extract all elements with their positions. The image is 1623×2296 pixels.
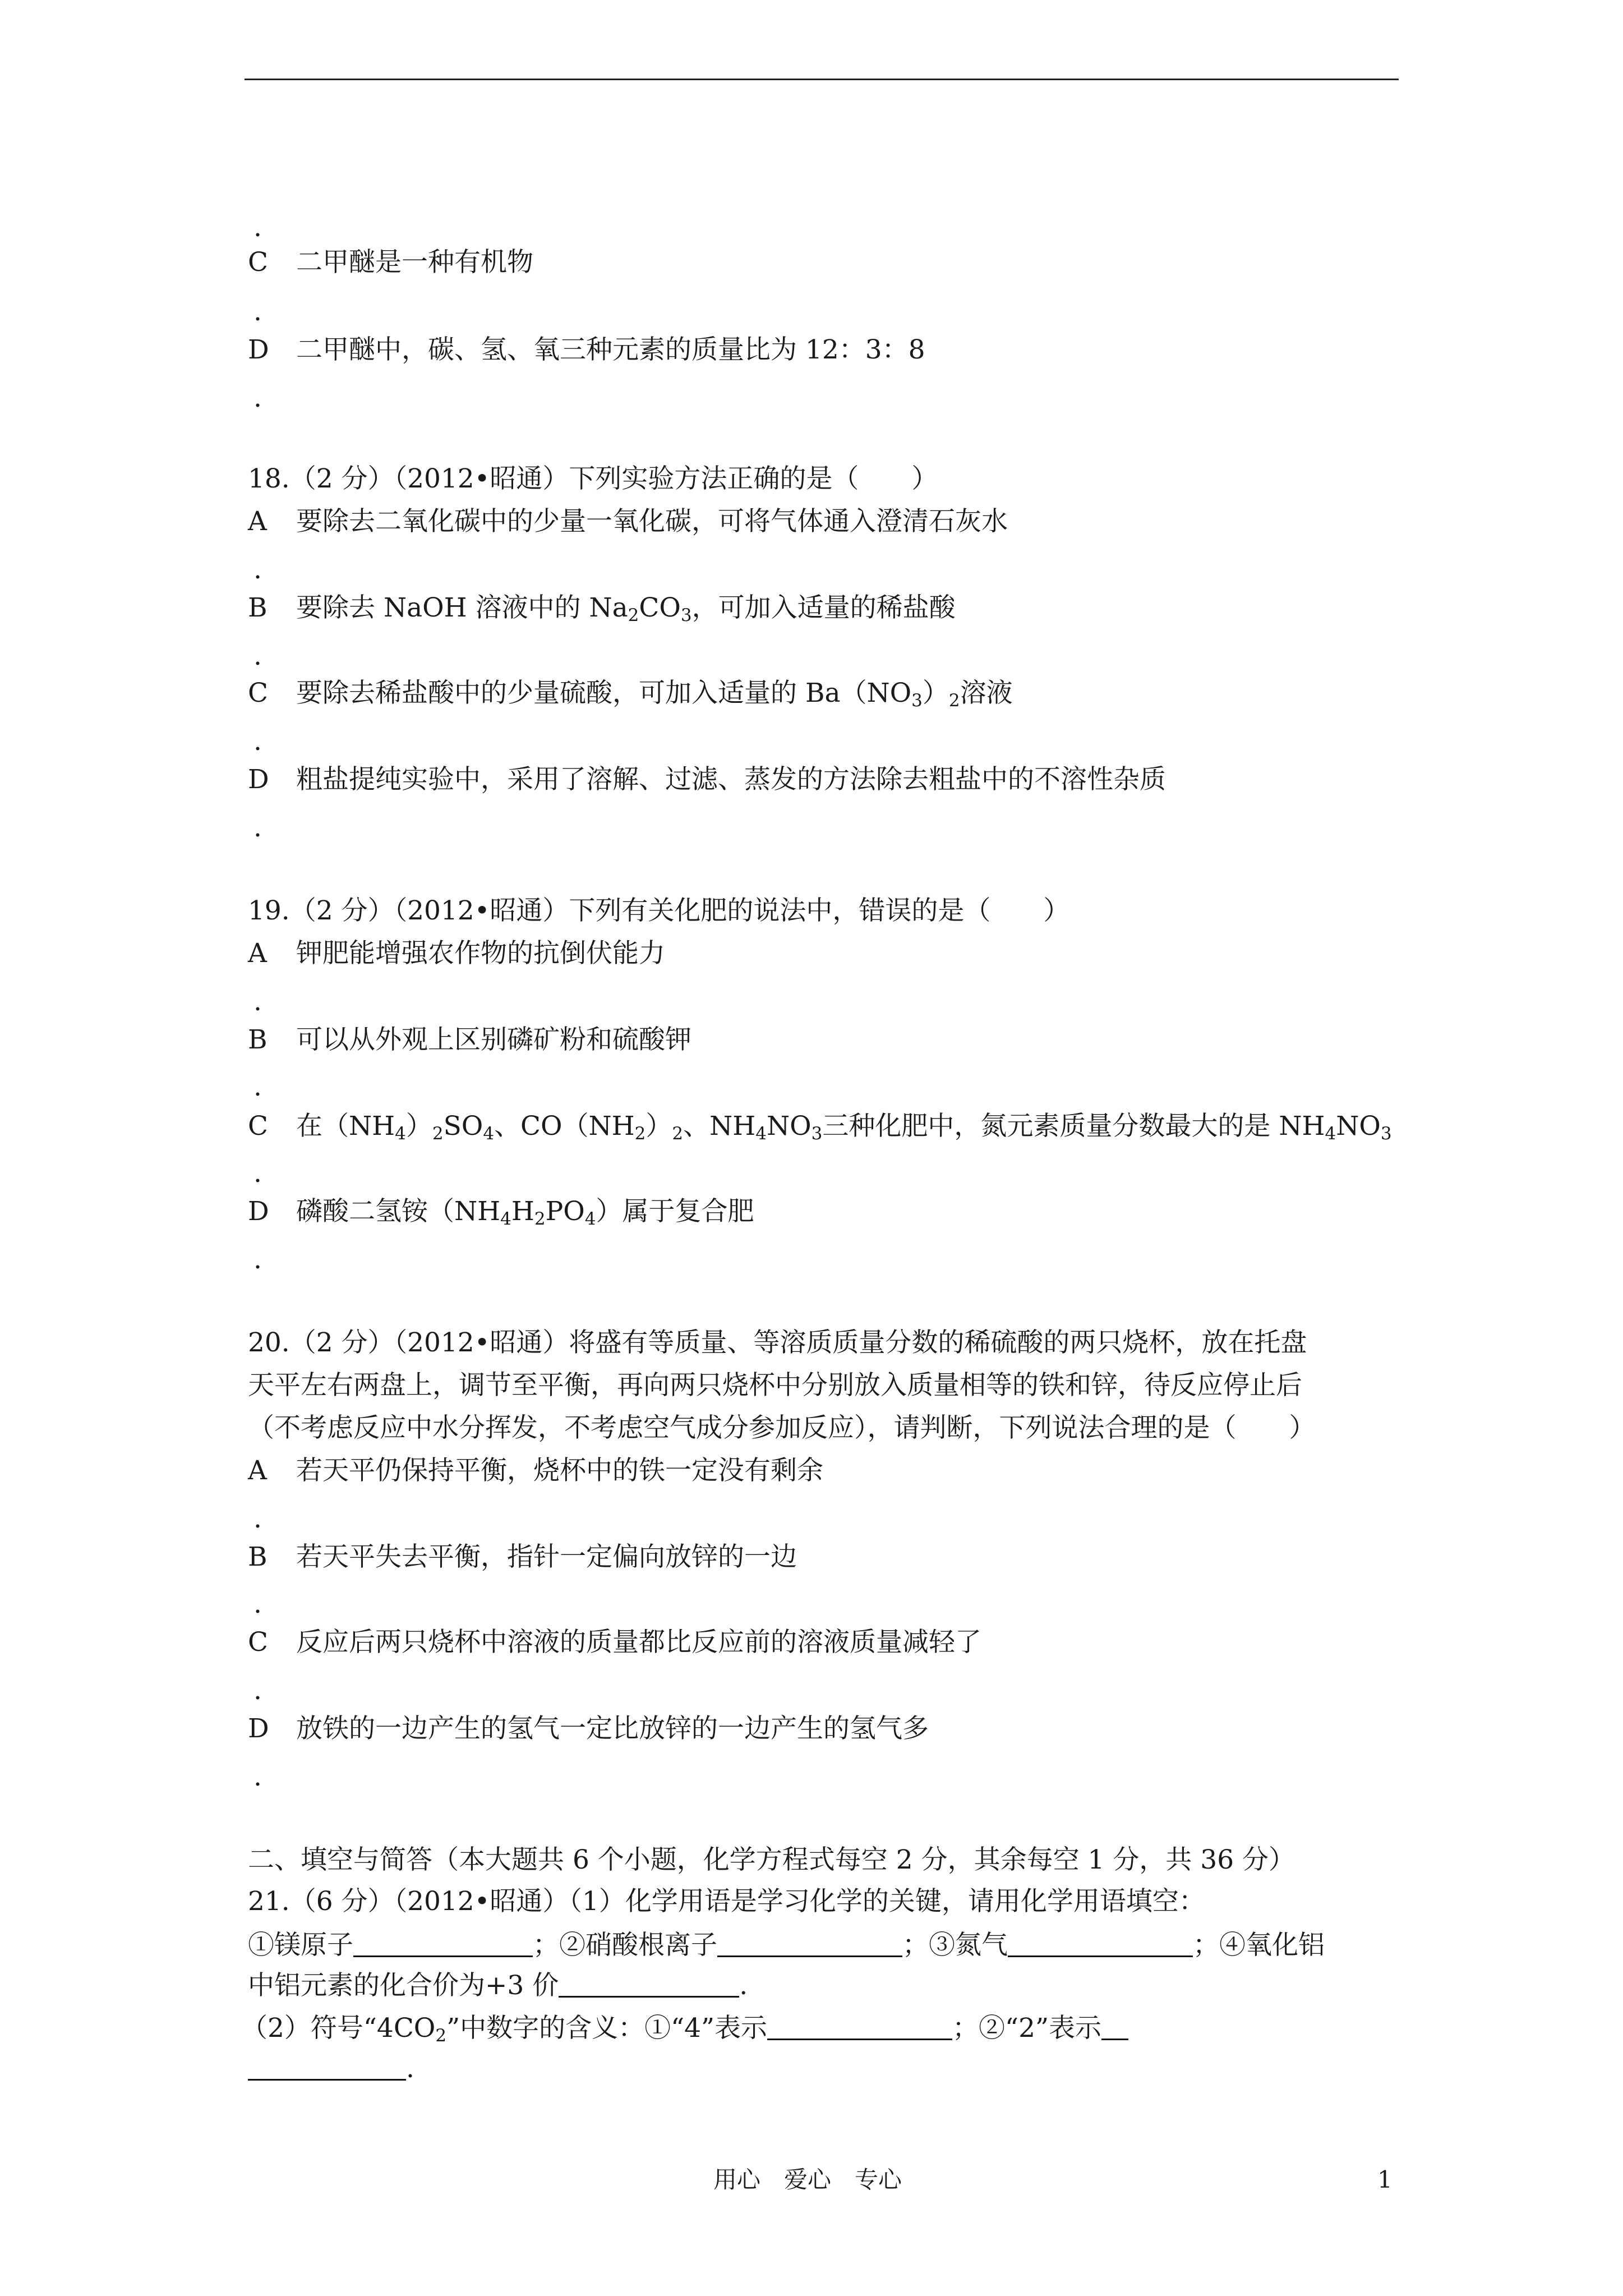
option-text: 要除去稀盐酸中的少量硫酸，可加入适量的 Ba（NO xyxy=(296,678,912,708)
q21-text: ；④氧化铝 xyxy=(1193,1930,1325,1961)
option-text: 放铁的一边产生的氢气一定比放锌的一边产生的氢气多 xyxy=(296,1713,929,1744)
answer-blank[interactable] xyxy=(767,2016,952,2040)
option-text: 二甲醚中，碳、氢、氧三种元素的质量比为 12：3：8 xyxy=(296,334,925,365)
q20-option-c xyxy=(248,1625,981,1660)
option-letter: D xyxy=(248,764,269,795)
subscript: 2 xyxy=(628,605,639,625)
answer-blank[interactable] xyxy=(559,1973,739,1998)
option-letter: B xyxy=(248,1542,268,1572)
option-dot: . xyxy=(253,1158,262,1189)
option-text: 若天平仍保持平衡，烧杯中的铁一定没有剩余 xyxy=(296,1455,823,1486)
q18-stem: 18.（2 分）（2012•昭通）下列实验方法正确的是（ ） xyxy=(248,463,938,494)
option-text: NO xyxy=(1336,1111,1381,1142)
option-letter: B xyxy=(248,1024,268,1055)
option-letter: C xyxy=(248,247,268,278)
option-text: 、CO（NH xyxy=(494,1111,635,1142)
answer-blank[interactable] xyxy=(1101,2016,1128,2040)
option-letter: A xyxy=(248,1455,267,1486)
option-text: 若天平失去平衡，指针一定偏向放锌的一边 xyxy=(296,1542,797,1572)
option-text: 二甲醚是一种有机物 xyxy=(296,247,533,278)
option-text: ） xyxy=(645,1111,672,1142)
option-dot: . xyxy=(253,296,262,327)
subscript: 4 xyxy=(395,1124,406,1144)
option-dot: . xyxy=(253,1503,262,1534)
option-text: ）属于复合肥 xyxy=(596,1196,754,1227)
q21-line xyxy=(248,2051,414,2087)
subscript: 4 xyxy=(500,1209,511,1229)
q20-stem-line: （不考虑反应中水分挥发，不考虑空气成分参加反应），请判断，下列说法合理的是（ ） xyxy=(248,1412,1316,1443)
q19-option-a xyxy=(248,936,665,972)
option-text: 三种化肥中，氮元素质量分数最大的是 NH xyxy=(822,1111,1325,1142)
option-letter: C xyxy=(248,678,268,708)
q18-option-b xyxy=(248,590,956,626)
subscript: 4 xyxy=(483,1124,495,1144)
option-dot: . xyxy=(253,1589,262,1619)
q21-text: ”中数字的含义：①“4”表示 xyxy=(446,2013,768,2044)
q18-option-d xyxy=(248,762,1166,798)
q21-line xyxy=(248,1968,748,2004)
q21-text: 中铝元素的化合价为+3 价 xyxy=(248,1970,559,2001)
subscript: 4 xyxy=(584,1209,596,1229)
subscript: 3 xyxy=(811,1124,823,1144)
option-dot: . xyxy=(253,641,262,671)
q19-stem: 19.（2 分）（2012•昭通）下列有关化肥的说法中，错误的是（ ） xyxy=(248,895,1070,926)
q18-option-a xyxy=(248,504,1008,540)
subscript: 4 xyxy=(755,1124,767,1144)
q21-line xyxy=(248,1927,1325,1963)
subscript: 3 xyxy=(680,605,692,625)
option-dot: . xyxy=(253,1675,262,1706)
option-text: 粗盐提纯实验中，采用了溶解、过滤、蒸发的方法除去粗盐中的不溶性杂质 xyxy=(296,764,1166,795)
q21-text: . xyxy=(739,1970,748,2001)
footer-text: 用心 爱心 专心 xyxy=(713,2166,902,2193)
page-number: 1 xyxy=(1377,2166,1393,2193)
subscript: 2 xyxy=(432,1124,444,1144)
option-text: ） xyxy=(922,678,949,708)
answer-blank[interactable] xyxy=(717,1933,902,1957)
option-dot: . xyxy=(253,383,262,413)
q20-stem-line: 天平左右两盘上，调节至平衡，再向两只烧杯中分别放入质量相等的铁和锌，待反应停止后 xyxy=(248,1370,1302,1401)
option-text: CO xyxy=(639,592,681,623)
q21-text: ；②硝酸根离子 xyxy=(533,1930,717,1961)
subscript: 2 xyxy=(534,1209,546,1229)
q19-option-b xyxy=(248,1022,691,1058)
option-text: 反应后两只烧杯中溶液的质量都比反应前的溶液质量减轻了 xyxy=(296,1627,981,1658)
option-text: SO xyxy=(443,1111,483,1142)
option-text: ，可加入适量的稀盐酸 xyxy=(691,592,956,623)
subscript: 2 xyxy=(634,1124,646,1144)
q21-text: ；②“2”表示 xyxy=(952,2013,1102,2044)
q17-option-c xyxy=(248,245,533,280)
option-text: 要除去二氧化碳中的少量一氧化碳，可将气体通入澄清石灰水 xyxy=(296,506,1008,537)
q20-option-b xyxy=(248,1539,797,1575)
option-letter: B xyxy=(248,592,268,623)
option-dot: . xyxy=(253,1761,262,1792)
option-dot: . xyxy=(253,726,262,757)
option-text: PO xyxy=(545,1196,585,1227)
q21-text: . xyxy=(406,2053,414,2084)
option-letter: C xyxy=(248,1627,268,1658)
option-letter: A xyxy=(248,506,267,537)
answer-blank[interactable] xyxy=(1008,1933,1193,1957)
subscript: 2 xyxy=(948,691,960,711)
option-text: 可以从外观上区别磷矿粉和硫酸钾 xyxy=(296,1024,691,1055)
q20-stem-line: 20.（2 分）（2012•昭通）将盛有等质量、等溶质质量分数的稀硫酸的两只烧杯，放在托盘 xyxy=(248,1327,1307,1358)
section-heading: 二、填空与简答（本大题共 6 个小题，化学方程式每空 2 分，其余每空 1 分，共 36 分） xyxy=(248,1844,1295,1875)
option-letter: C xyxy=(248,1111,268,1142)
option-text: NO xyxy=(767,1111,811,1142)
option-dot: . xyxy=(253,1071,262,1102)
option-letter: D xyxy=(248,1713,269,1744)
option-text: ） xyxy=(405,1111,432,1142)
option-dot: . xyxy=(253,212,262,243)
option-letter: D xyxy=(248,1196,269,1227)
q21-text: ①镁原子 xyxy=(248,1930,353,1961)
q18-option-c xyxy=(248,675,1013,711)
option-letter: A xyxy=(248,938,267,969)
q19-option-c xyxy=(248,1108,1392,1144)
q21-text: ；③氮气 xyxy=(902,1930,1008,1961)
q20-option-d xyxy=(248,1711,929,1747)
q21-line xyxy=(241,2010,1128,2046)
subscript: 2 xyxy=(435,2026,447,2046)
option-dot: . xyxy=(253,986,262,1017)
answer-blank[interactable] xyxy=(248,2056,406,2081)
subscript: 3 xyxy=(1380,1124,1392,1144)
option-text: 、NH xyxy=(683,1111,756,1142)
answer-blank[interactable] xyxy=(353,1933,533,1957)
option-text: 溶液 xyxy=(960,678,1013,708)
subscript: 2 xyxy=(672,1124,684,1144)
subscript: 4 xyxy=(1325,1124,1336,1144)
q17-option-d xyxy=(248,332,925,368)
q20-option-a xyxy=(248,1453,823,1489)
option-text: 要除去 NaOH 溶液中的 Na xyxy=(296,592,628,623)
option-text: 钾肥能增强农作物的抗倒伏能力 xyxy=(296,938,665,969)
q19-option-d xyxy=(248,1194,754,1230)
option-dot: . xyxy=(253,554,262,585)
q21-stem: 21.（6 分）（2012•昭通）（1）化学用语是学习化学的关键，请用化学用语填空： xyxy=(248,1886,1205,1917)
option-text: 在（NH xyxy=(296,1111,395,1142)
option-text: 磷酸二氢铵（NH xyxy=(296,1196,501,1227)
option-letter: D xyxy=(248,334,269,365)
q21-text: （2）符号“4CO xyxy=(241,2013,436,2044)
option-text: H xyxy=(511,1196,534,1227)
option-dot: . xyxy=(253,1244,262,1275)
header-rule xyxy=(245,79,1399,80)
subscript: 3 xyxy=(911,691,923,711)
option-dot: . xyxy=(253,812,262,843)
